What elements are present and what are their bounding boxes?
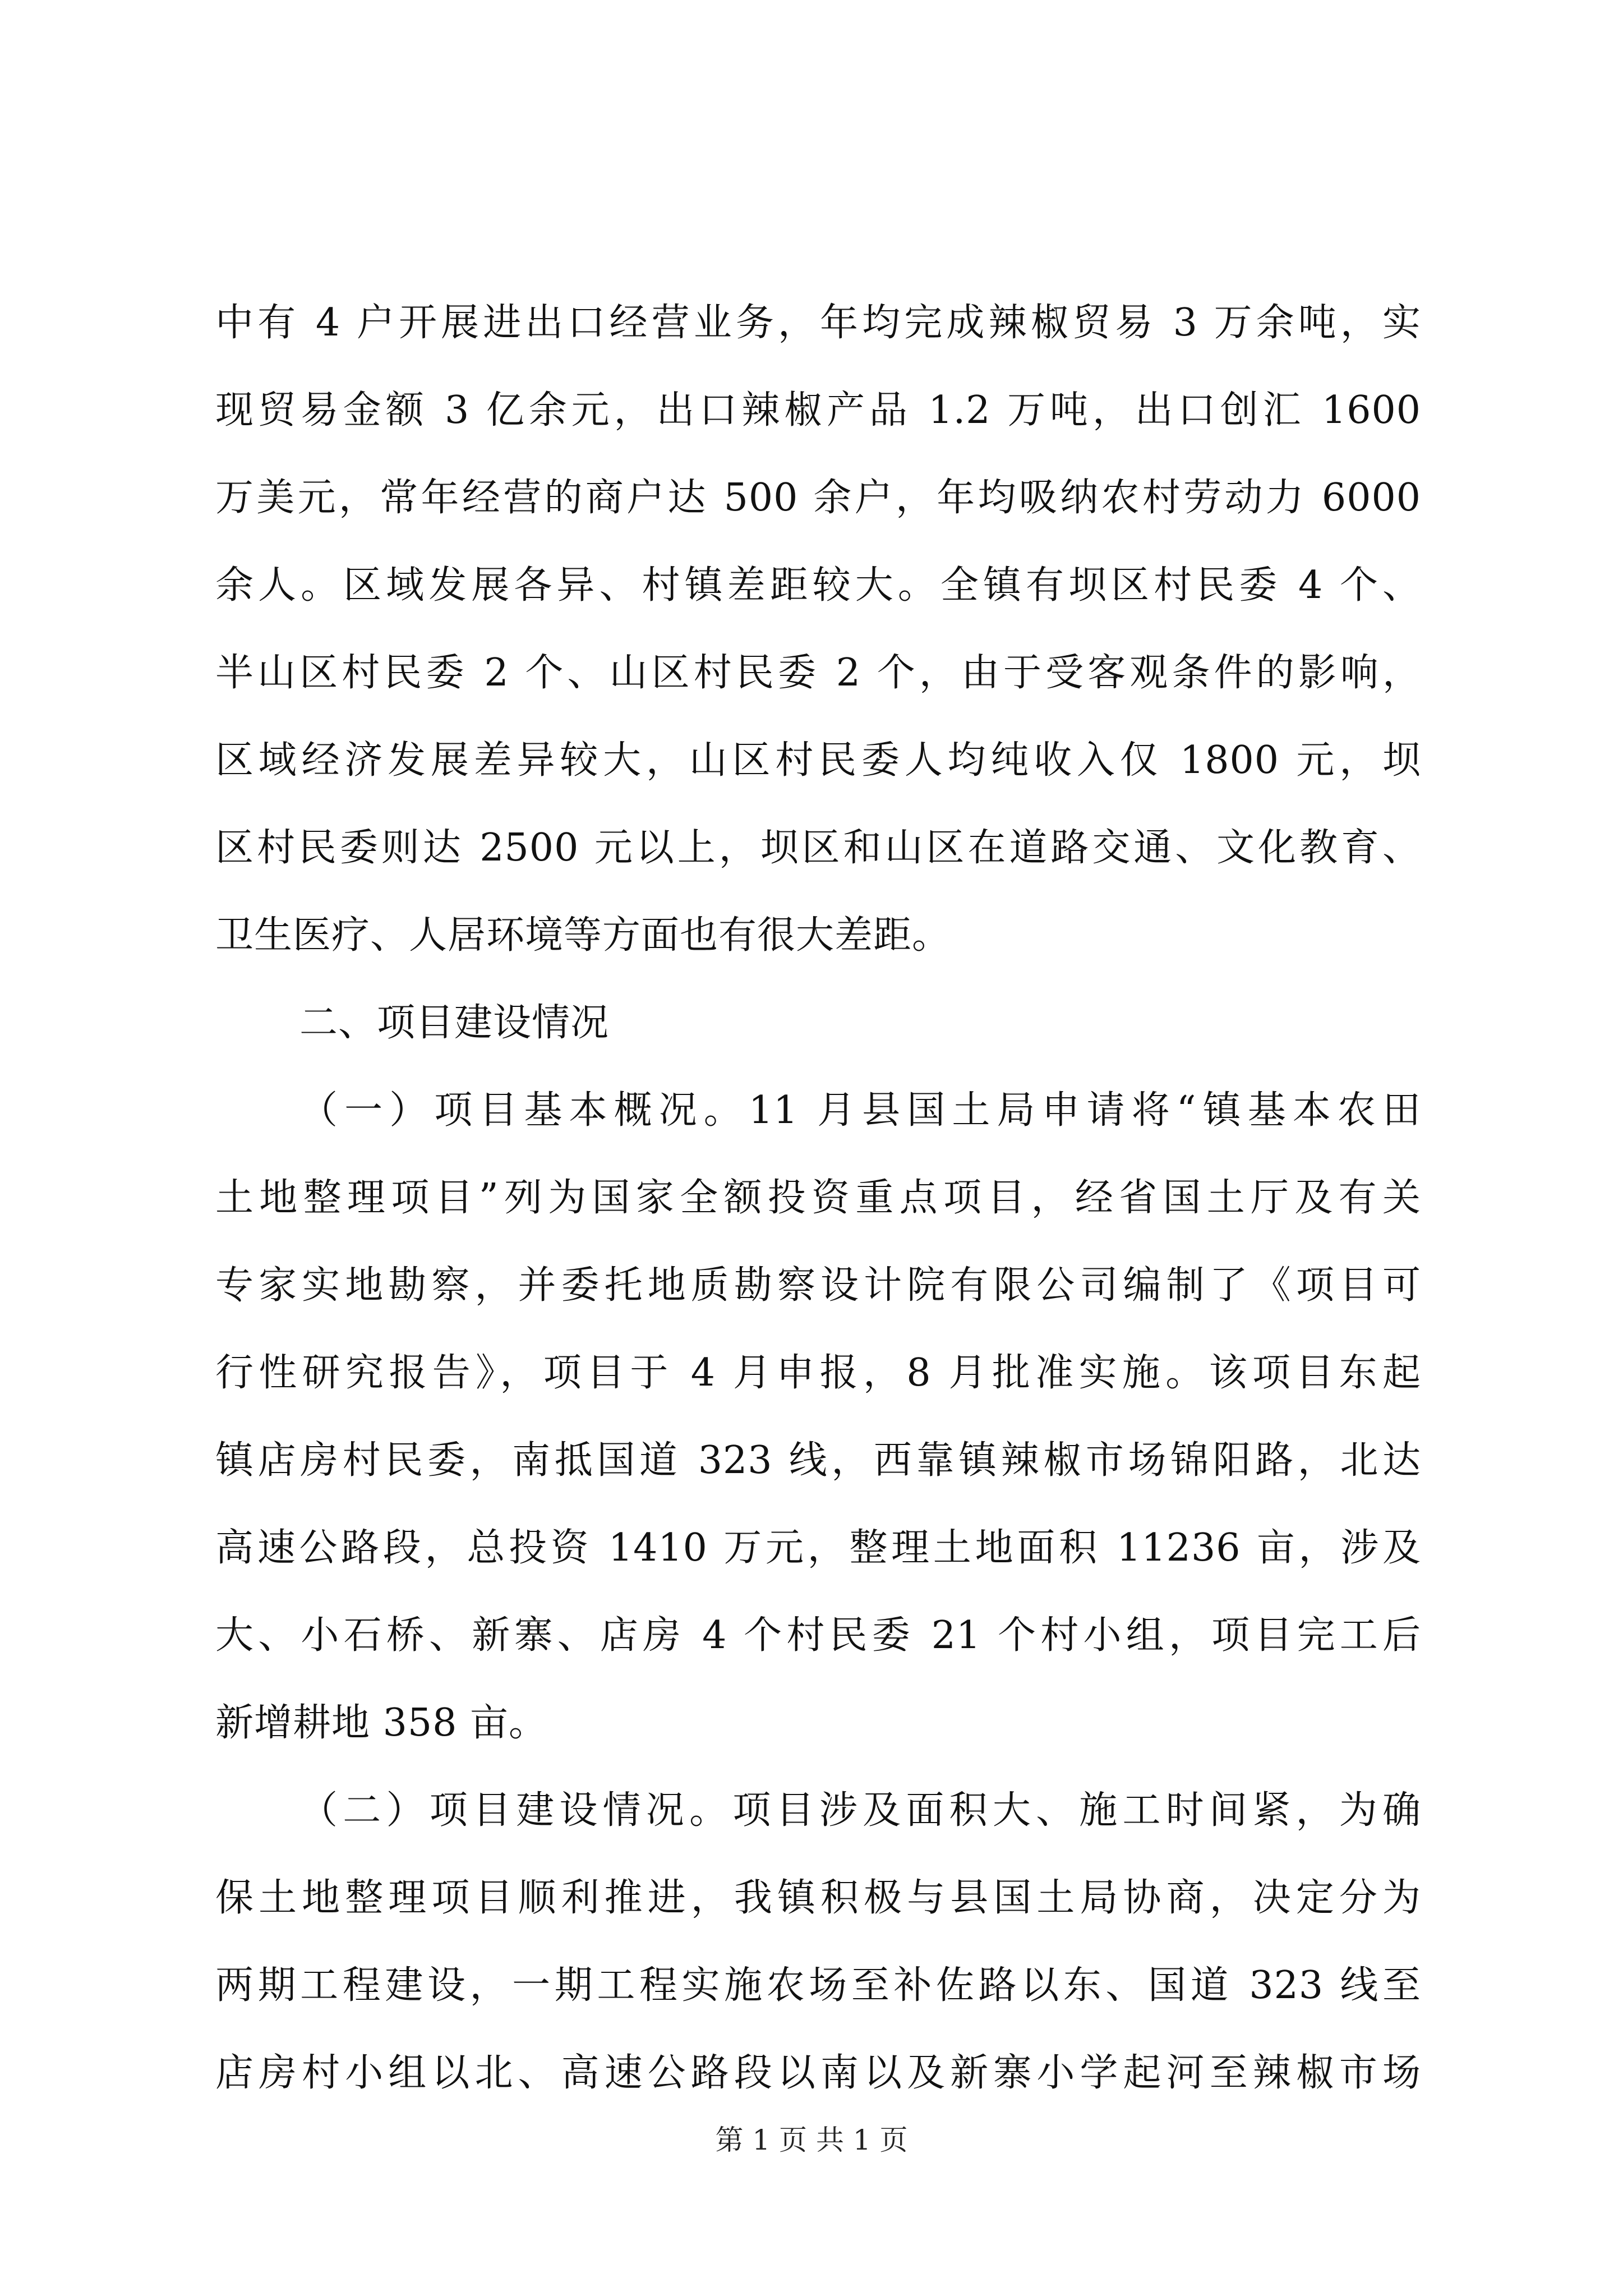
text-line: 两期工程建设，一期工程实施农场至补佐路以东、国道 323 线至 bbox=[215, 1963, 1421, 2008]
text-line: 镇店房村民委，南抵国道 323 线，西靠镇辣椒市场锦阳路，北达 bbox=[215, 1438, 1421, 1483]
text-line: 保土地整理项目顺利推进，我镇积极与县国土局协商，决定分为 bbox=[215, 1876, 1421, 1920]
text-line: 大、小石桥、新寨、店房 4 个村民委 21 个村小组，项目完工后 bbox=[215, 1613, 1421, 1658]
text-line: 区村民委则达 2500 元以上，坝区和山区在道路交通、文化教育、 bbox=[215, 826, 1421, 870]
text-line: （一）项目基本概况。11 月县国土局申请将“镇基本农田 bbox=[299, 1088, 1421, 1133]
text-line: 店房村小组以北、高速公路段以南以及新寨小学起河至辣椒市场 bbox=[215, 2051, 1421, 2095]
text-line: 区域经济发展差异较大，山区村民委人均纯收入仅 1800 元，坝 bbox=[215, 738, 1421, 783]
section-heading: 二、项目建设情况 bbox=[299, 1001, 610, 1045]
text-line: 高速公路段，总投资 1410 万元，整理土地面积 11236 亩，涉及 bbox=[215, 1526, 1421, 1570]
text-line: 卫生医疗、人居环境等方面也有很大差距。 bbox=[215, 913, 951, 958]
text-line: 现贸易金额 3 亿余元，出口辣椒产品 1.2 万吨，出口创汇 1600 bbox=[215, 388, 1421, 432]
text-line: 中有 4 户开展进出口经营业务，年均完成辣椒贸易 3 万余吨，实 bbox=[215, 301, 1421, 345]
page-footer: 第 1 页 共 1 页 bbox=[715, 2124, 908, 2156]
text-line: 半山区村民委 2 个、山区村民委 2 个，由于受客观条件的影响， bbox=[215, 651, 1421, 695]
text-line: （二）项目建设情况。项目涉及面积大、施工时间紧，为确 bbox=[299, 1788, 1421, 1833]
text-line: 新增耕地 358 亩。 bbox=[215, 1701, 548, 1745]
text-line: 余人。区域发展各异、村镇差距较大。全镇有坝区村民委 4 个、 bbox=[215, 563, 1421, 608]
document-body bbox=[215, 279, 1421, 2117]
text-line: 行性研究报告》，项目于 4 月申报，8 月批准实施。该项目东起 bbox=[215, 1351, 1421, 1395]
text-line: 万美元，常年经营的商户达 500 余户，年均吸纳农村劳动力 6000 bbox=[215, 476, 1421, 520]
text-line: 专家实地勘察，并委托地质勘察设计院有限公司编制了《项目可 bbox=[215, 1263, 1421, 1308]
text-line: 土地整理项目”列为国家全额投资重点项目，经省国土厅及有关 bbox=[215, 1176, 1421, 1220]
